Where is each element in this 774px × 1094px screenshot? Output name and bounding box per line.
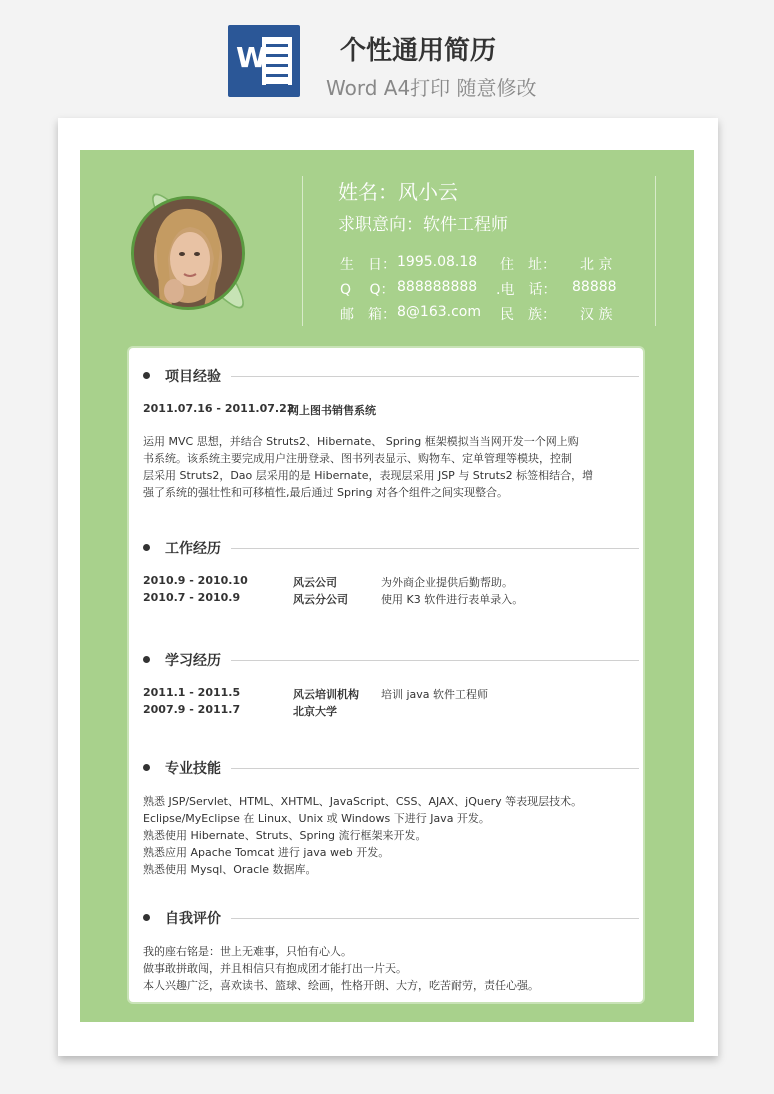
job-intent: 求职意向：软件工程师 xyxy=(338,215,508,235)
avatar-photo xyxy=(131,196,245,310)
bullet-dot-icon xyxy=(143,914,150,921)
paragraph-line: 强了系统的强壮性和可移植性,最后通过 Spring 对各个组件之间实现整合。 xyxy=(143,486,508,499)
word-icon-letter: W xyxy=(236,41,267,74)
bullet-dot-icon xyxy=(143,544,150,551)
skill-line: 熟悉 JSP/Servlet、HTML、XHTML、JavaScript、CSS、AJAX、jQuery 等表现层技术。 xyxy=(143,795,583,808)
self-line: 本人兴趣广泛，喜欢读书、篮球、绘画，性格开朗、大方，吃苦耐劳，责任心强。 xyxy=(143,979,539,992)
section-title: 学习经历 xyxy=(165,653,221,669)
header-divider-left xyxy=(302,176,303,326)
banner-title: 个性通用简历 xyxy=(340,36,497,66)
work-date: 2010.7 - 2010.9 xyxy=(143,591,241,604)
header-divider-right xyxy=(655,176,656,326)
section-title: 专业技能 xyxy=(165,761,221,777)
section-divider xyxy=(231,660,639,661)
work-org: 风云公司 xyxy=(293,576,337,589)
project-description xyxy=(143,433,594,501)
qq-label: Q Q： xyxy=(340,282,395,298)
paragraph-line: 层采用 Struts2，Dao 层采用的是 Hibernate，表现层采用 JSP 与 Struts2 标签相结合，增 xyxy=(143,469,594,482)
skill-line: 熟悉使用 Hibernate、Struts、Spring 流行框架来开发。 xyxy=(143,829,427,842)
birthday-label: 生 日： xyxy=(340,257,396,273)
paragraph-line: 运用 MVC 思想，并结合 Struts2、Hibernate、 Spring 框架模拟当当网开发一个网上购 xyxy=(143,435,579,448)
skill-line: 熟悉使用 Mysql、Oracle 数据库。 xyxy=(143,863,317,876)
ethnic-value: 汉 族 xyxy=(580,307,613,323)
study-org: 风云培训机构 xyxy=(293,688,359,701)
work-desc: 使用 K3 软件进行表单录入。 xyxy=(381,593,524,606)
address-label: 住 址： xyxy=(500,257,556,273)
study-date: 2007.9 - 2011.7 xyxy=(143,703,241,716)
section-divider xyxy=(231,918,639,919)
paragraph-line: 书系统。该系统主要完成用户注册登录、图书列表显示、购物车、定单管理等模块，控制 xyxy=(143,452,572,465)
bullet-dot-icon xyxy=(143,372,150,379)
banner-subtitle: Word A4打印 随意修改 xyxy=(326,76,537,100)
address-value: 北 京 xyxy=(580,257,613,273)
qq-value: 888888888 xyxy=(397,279,478,295)
section-divider xyxy=(231,768,639,769)
skill-line: 熟悉应用 Apache Tomcat 进行 java web 开发。 xyxy=(143,846,390,859)
phone-label: .电 话： xyxy=(496,282,557,298)
project-name: 网上图书销售系统 xyxy=(288,404,376,417)
email-label: 邮 箱： xyxy=(340,307,396,323)
section-title: 工作经历 xyxy=(165,541,221,557)
study-desc: 培训 java 软件工程师 xyxy=(381,688,489,701)
self-evaluation xyxy=(143,943,583,994)
work-date: 2010.9 - 2010.10 xyxy=(143,574,248,587)
skills-list xyxy=(143,793,583,878)
ethnic-label: 民 族： xyxy=(500,307,556,323)
candidate-name: 姓名：风小云 xyxy=(338,180,458,204)
phone-value: 88888 xyxy=(572,279,617,295)
bullet-dot-icon xyxy=(143,656,150,663)
section-title: 自我评价 xyxy=(165,911,221,927)
banner xyxy=(0,0,774,118)
self-line: 做事敢拼敢闯，并且相信只有抱成团才能打出一片天。 xyxy=(143,962,407,975)
work-org: 风云分公司 xyxy=(293,593,348,606)
self-line: 我的座右铭是：世上无难事，只怕有心人。 xyxy=(143,945,352,958)
email-value: 8@163.com xyxy=(397,304,481,320)
study-date: 2011.1 - 2011.5 xyxy=(143,686,241,699)
skill-line: Eclipse/MyEclipse 在 Linux、Unix 或 Windows 下进行 Java 开发。 xyxy=(143,812,490,825)
bullet-dot-icon xyxy=(143,764,150,771)
section-divider xyxy=(231,548,639,549)
section-title: 项目经验 xyxy=(165,369,221,385)
section-divider xyxy=(231,376,639,377)
study-org: 北京大学 xyxy=(293,705,337,718)
work-desc: 为外商企业提供后勤帮助。 xyxy=(381,576,513,589)
word-icon xyxy=(228,25,300,97)
project-date: 2011.07.16 - 2011.07.22 xyxy=(143,402,295,415)
birthday-value: 1995.08.18 xyxy=(397,254,478,270)
